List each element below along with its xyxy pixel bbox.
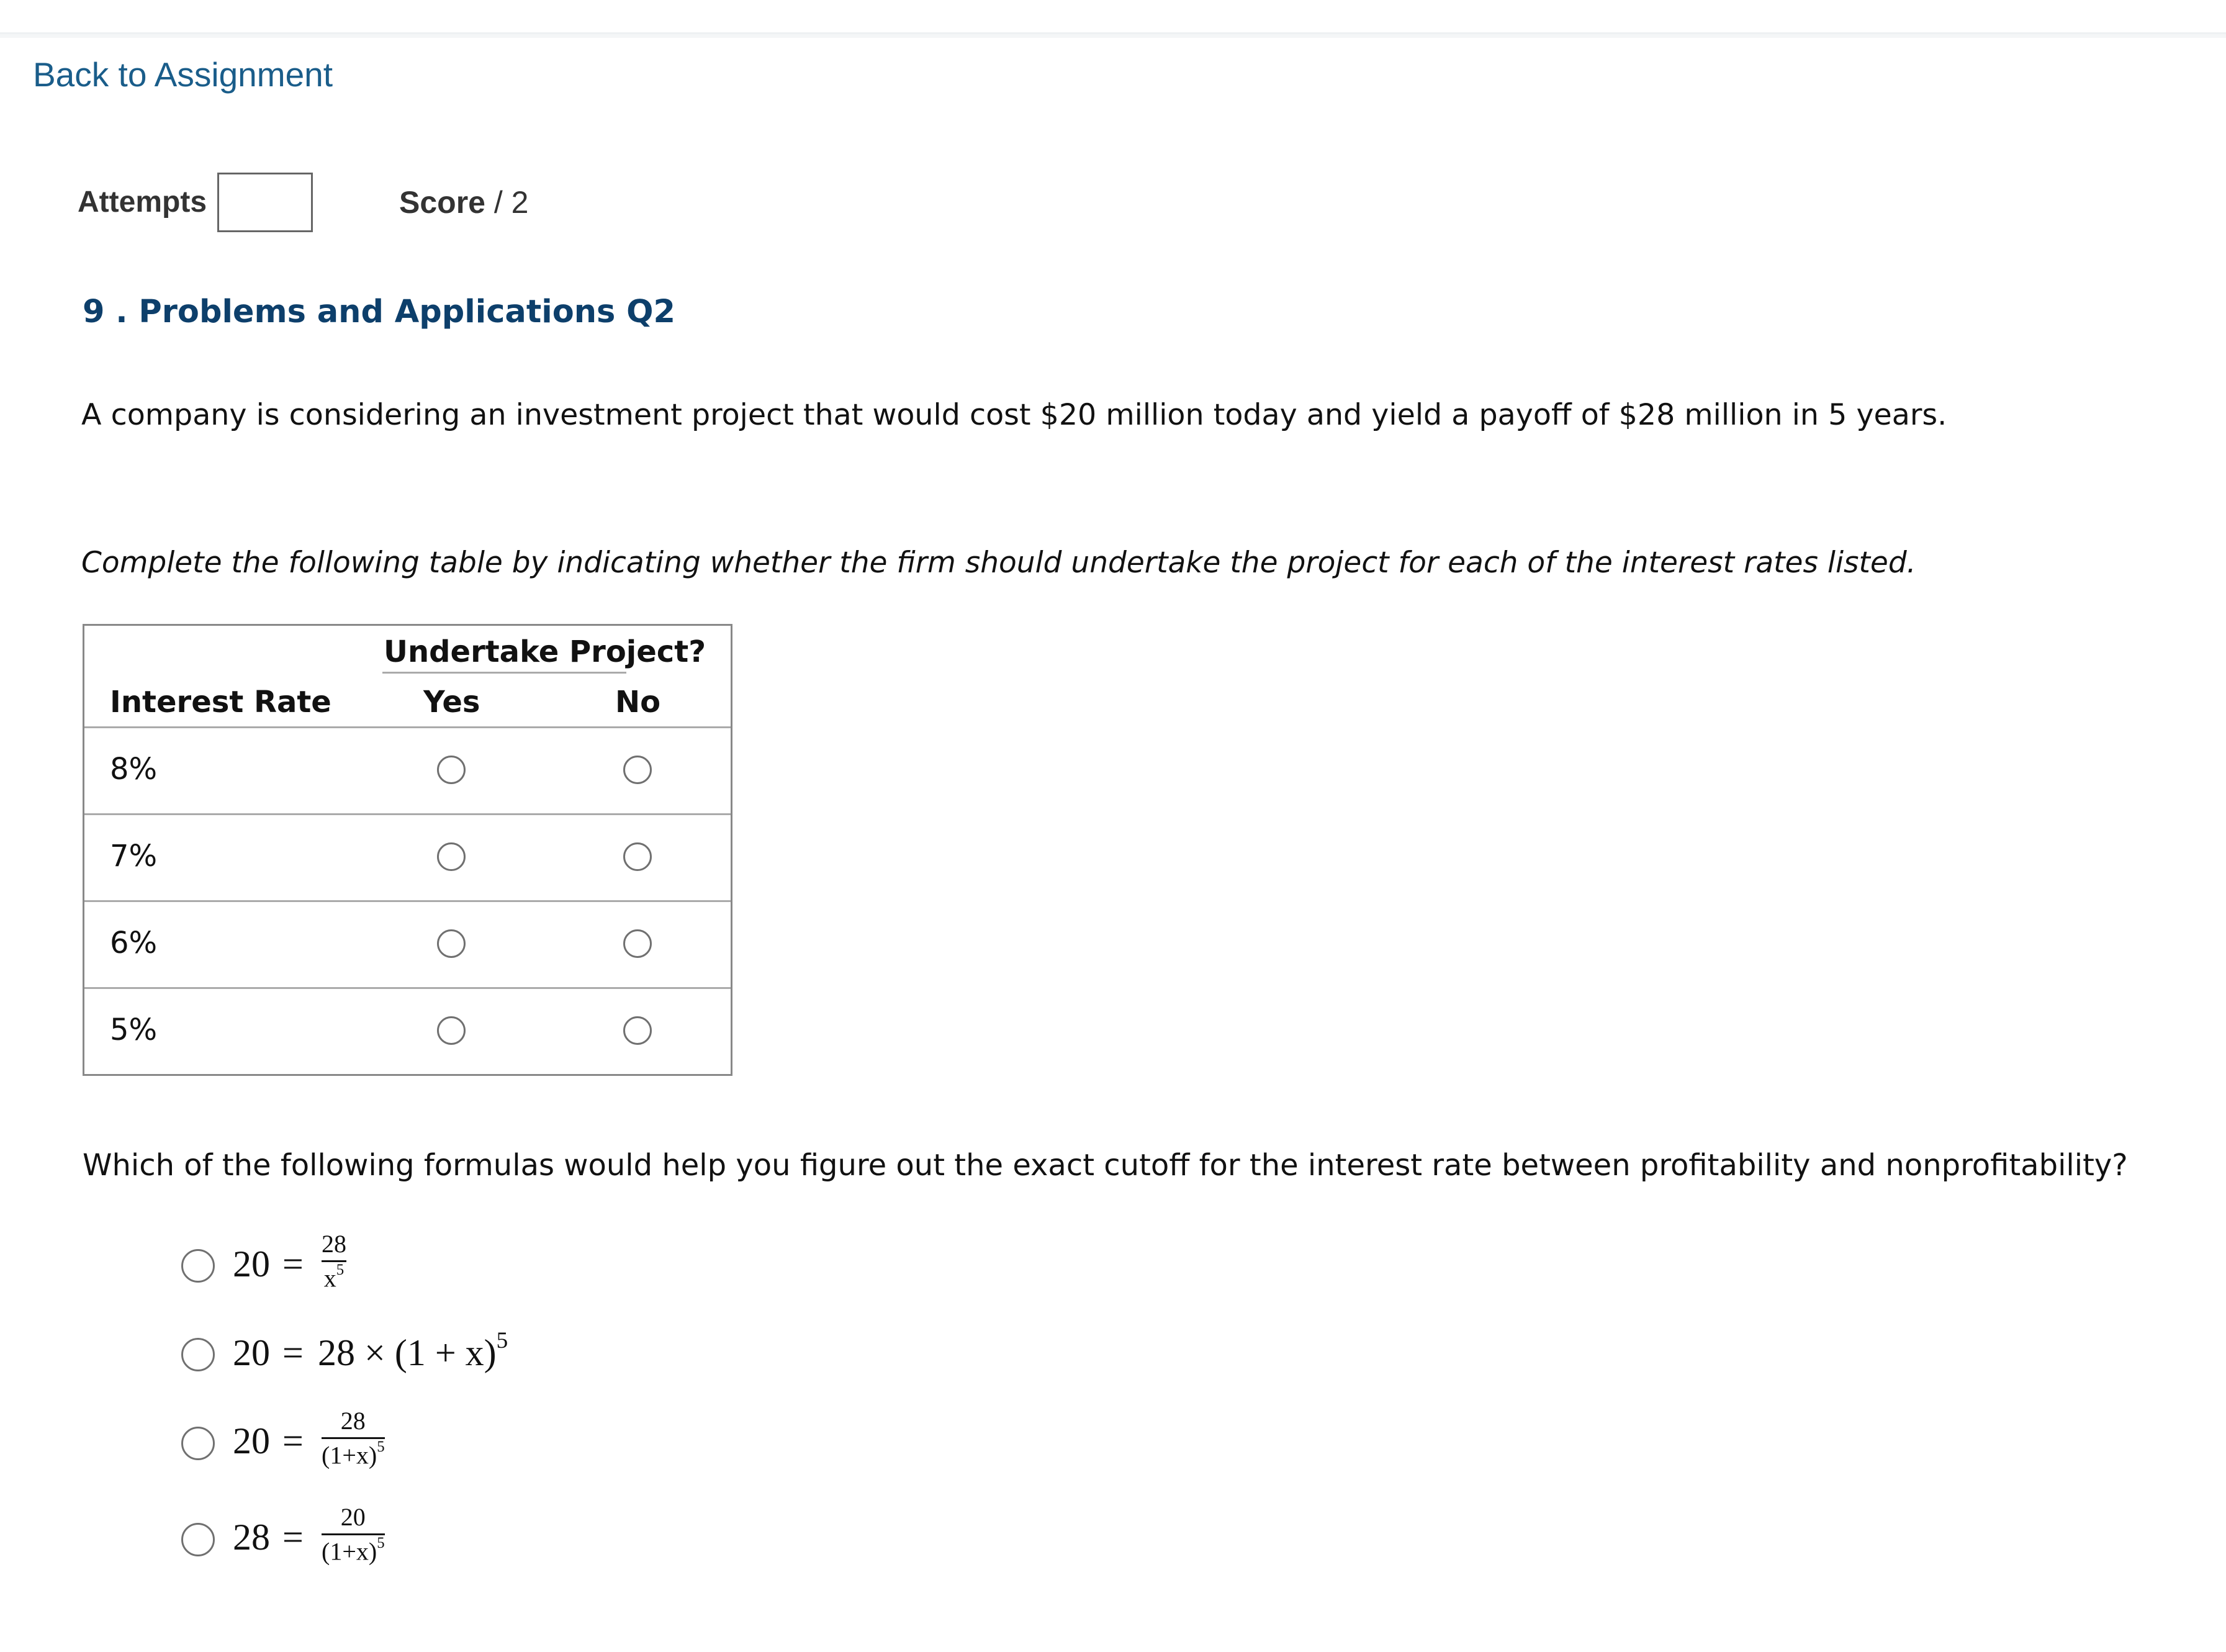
attempts-value-box <box>217 173 313 232</box>
formula-rhs-base: 28 × (1 + x) <box>318 1332 497 1373</box>
formula-option-3[interactable] <box>180 1406 739 1481</box>
formula-option-1[interactable] <box>180 1229 739 1304</box>
fraction-denominator <box>322 1535 385 1566</box>
formula-rhs <box>318 1327 508 1374</box>
table-row <box>84 900 731 987</box>
yes-radio-7-percent[interactable] <box>437 842 466 871</box>
back-to-assignment-link[interactable]: Back to Assignment <box>33 55 333 94</box>
interest-rate-cell: 8% <box>110 752 158 787</box>
yes-header: Yes <box>423 685 480 720</box>
undertake-project-header: Undertake Project? <box>384 634 706 669</box>
denominator-exponent: 5 <box>336 1262 345 1279</box>
interest-rate-header: Interest Rate <box>110 685 331 720</box>
no-radio-5-percent[interactable] <box>623 1016 652 1045</box>
formula-lhs: 20 <box>233 1244 270 1284</box>
formula-equals: = <box>282 1420 304 1461</box>
no-radio-6-percent[interactable] <box>623 929 652 958</box>
fraction-numerator: 20 <box>340 1503 366 1531</box>
formula-equals: = <box>282 1332 304 1373</box>
question-title: 9 . Problems and Applications Q2 <box>83 294 676 330</box>
interest-rate-cell: 6% <box>110 926 158 960</box>
fraction-denominator <box>322 1438 385 1469</box>
score-separator: / <box>485 185 511 220</box>
formula-exponent: 5 <box>496 1327 508 1353</box>
fraction-numerator: 28 <box>322 1230 346 1258</box>
interest-rate-cell: 7% <box>110 839 158 873</box>
formula-equals: = <box>282 1244 304 1284</box>
no-header: No <box>615 685 661 720</box>
formula-lhs: 20 <box>233 1332 270 1373</box>
interest-rate-cell: 5% <box>110 1013 158 1047</box>
table-row <box>84 726 731 813</box>
fraction-numerator: 28 <box>340 1407 366 1435</box>
formula-equals: = <box>282 1517 304 1558</box>
attempts-label: Attempts <box>78 186 207 219</box>
problem-statement: A company is considering an investment project that would cost $20 million today and yield a payoff of $28 million in 5 years. <box>81 398 1947 432</box>
formula-fraction <box>322 1230 346 1292</box>
yes-radio-5-percent[interactable] <box>437 1016 466 1045</box>
formula-fraction <box>322 1504 385 1565</box>
undertake-project-table <box>83 624 732 1076</box>
denominator-base: x <box>323 1264 336 1293</box>
top-bar <box>0 0 2226 34</box>
score-label: Score <box>399 185 485 220</box>
formula-option-2[interactable] <box>180 1319 739 1394</box>
formula-option-4[interactable] <box>180 1502 739 1577</box>
header-underline <box>382 672 626 674</box>
table-instruction: Complete the following table by indicating whether the firm should undertake the project for each of the interest rates listed. <box>81 546 1916 580</box>
yes-radio-6-percent[interactable] <box>437 929 466 958</box>
formula-lhs: 20 <box>233 1420 270 1461</box>
score-display <box>399 184 528 220</box>
formula-option-2-radio[interactable] <box>181 1338 215 1371</box>
fraction-bar <box>322 1533 385 1535</box>
table-row <box>84 987 731 1074</box>
denominator-base: (1+x) <box>322 1537 377 1566</box>
formula-fraction <box>322 1407 385 1469</box>
no-radio-8-percent[interactable] <box>623 756 652 784</box>
formula-lhs: 28 <box>233 1517 270 1558</box>
score-total: 2 <box>511 185 529 220</box>
denominator-exponent: 5 <box>377 1535 385 1552</box>
fraction-denominator <box>323 1262 345 1293</box>
table-row <box>84 813 731 900</box>
formula-option-1-radio[interactable] <box>181 1249 215 1283</box>
no-radio-7-percent[interactable] <box>623 842 652 871</box>
fraction-bar <box>322 1437 385 1439</box>
formula-question-text: Which of the following formulas would help you figure out the exact cutoff for the interest rate between profitability and nonprofitability? <box>83 1148 2128 1183</box>
denominator-exponent: 5 <box>377 1438 385 1456</box>
formula-option-4-radio[interactable] <box>181 1523 215 1556</box>
denominator-base: (1+x) <box>322 1441 377 1469</box>
formula-option-3-radio[interactable] <box>181 1427 215 1460</box>
yes-radio-8-percent[interactable] <box>437 756 466 784</box>
